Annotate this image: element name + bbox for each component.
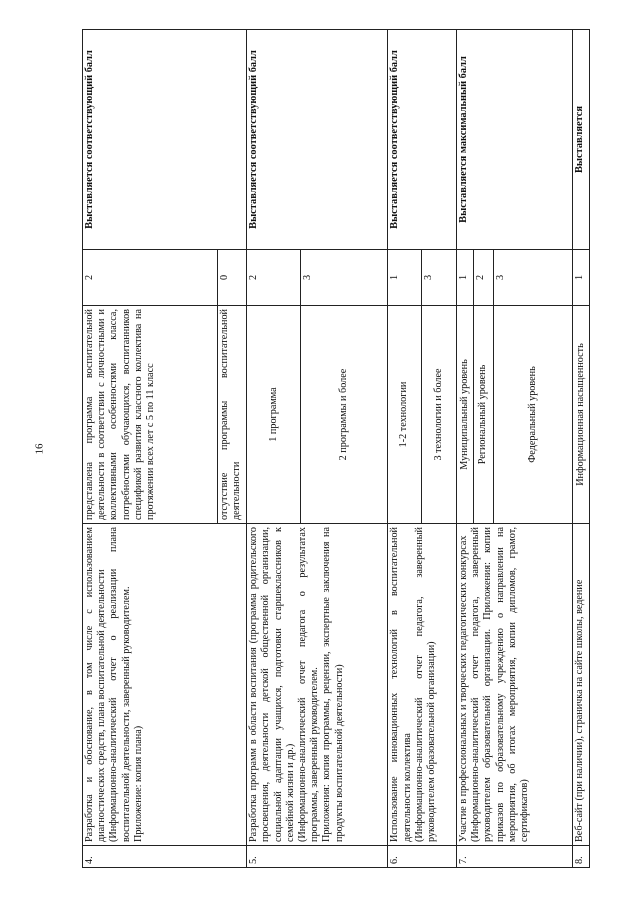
criteria-table	[82, 29, 590, 868]
table-row	[83, 30, 218, 868]
criterion-description	[247, 524, 388, 846]
criterion-attachment: Приложения: копия программы, рецензии, экспертные заключения на продукты воспитательной деятельности)	[321, 527, 345, 842]
criterion-evidence: (Информационно-аналитический отчет педагога, заверенный руководителем образовательной организации. Приложения: копии приказов по образовательному учреждению о направлении на мероприятия, об итогах мероприятия, копии дипломов, грамот, сертификатов)	[470, 527, 530, 842]
criterion-description	[456, 524, 572, 846]
criterion-evidence: (Информационно-аналитический отчет педагога, заверенный руководителем образовательной организации)	[413, 527, 438, 842]
indicator-text: 3 технологии и более	[421, 306, 456, 524]
criterion-description	[83, 524, 247, 846]
criteria-table-page	[82, 30, 590, 868]
row-number: 6.	[388, 846, 457, 868]
indicator-score: 0	[218, 250, 247, 306]
indicator-score: 3	[494, 250, 573, 306]
criterion-text: Веб-сайт (при наличии), страничка на сайте школы, ведение	[574, 579, 586, 842]
table-row	[573, 30, 590, 868]
criterion-text: Участие в профессиональных и творческих педагогических конкурсах	[457, 535, 469, 842]
indicator-score: 1	[388, 250, 421, 306]
page-number: 16	[33, 443, 46, 455]
criterion-description	[388, 524, 457, 846]
indicator-score: 2	[473, 250, 494, 306]
criterion-evidence: (Информационно-аналитический отчет педагога о результатах программы, заверенный руководителем.	[296, 527, 321, 842]
criterion-attachment: Приложение: копия плана)	[132, 725, 144, 842]
indicator-text: Муниципальный уровень	[456, 306, 473, 524]
criterion-description	[573, 524, 590, 846]
table-row	[456, 30, 473, 868]
indicator-text: 1-2 технологии	[388, 306, 421, 524]
table-row	[247, 30, 301, 868]
row-number: 4.	[83, 846, 247, 868]
evaluation-method: Выставляется соответствующий балл	[247, 30, 388, 250]
criterion-text: Использование инновационных технологий в воспитательной деятельности коллектива	[389, 527, 413, 842]
row-number: 8.	[573, 846, 590, 868]
row-number: 5.	[247, 846, 388, 868]
indicator-text: Региональный уровень	[473, 306, 494, 524]
indicator-text: Федеральный уровень	[494, 306, 573, 524]
indicator-score: 2	[247, 250, 301, 306]
indicator-score: 3	[421, 250, 456, 306]
evaluation-method: Выставляется максимальный балл	[456, 30, 572, 250]
evaluation-method: Выставляется соответствующий балл	[83, 30, 247, 250]
indicator-text: отсутствие программы воспитательной деятельности	[218, 306, 247, 524]
evaluation-method: Выставляется	[573, 30, 590, 250]
criterion-evidence: (Информационно-аналитический отчет о реализации плана воспитательной деятельности, заверенный руководителем.	[108, 527, 132, 842]
indicator-score: 2	[83, 250, 218, 306]
indicator-text: 1 программа	[247, 306, 301, 524]
indicator-score: 3	[301, 250, 388, 306]
criterion-text: Разработка программ в области воспитания (программа родительского просвещения, деятельности детской общественной организации, социальной адаптации учащихся, подготовки старшеклассников к семейной жизни и др.)	[248, 527, 296, 842]
indicator-text: Информационная насыщенность	[573, 306, 590, 524]
indicator-text: 2 программы и более	[301, 306, 388, 524]
evaluation-method: Выставляется соответствующий балл	[388, 30, 457, 250]
indicator-score: 1	[456, 250, 473, 306]
row-number: 7.	[456, 846, 572, 868]
criterion-text: Разработка и обоснование, в том числе с использованием диагностических средств, плана воспитательной деятельности	[84, 527, 108, 842]
table-row	[388, 30, 421, 868]
indicator-score: 1	[573, 250, 590, 306]
indicator-text: представлена программа воспитательной деятельности в соответствии с личностными и коллективными особенностями класса, потребностями обучающихся, воспитанников спецификой развития классного коллектива на протяжении всех лет с 5 по 11 класс	[83, 306, 218, 524]
